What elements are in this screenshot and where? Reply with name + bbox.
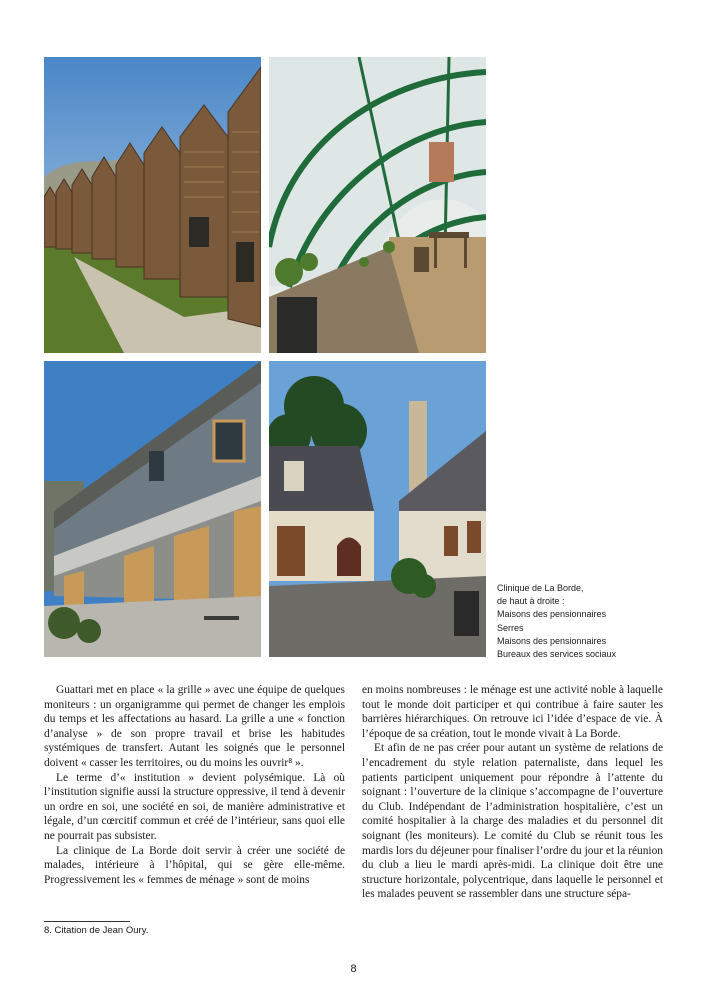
paragraph: La clinique de La Borde doit servir à créer une société de malades, intérieure à l’hôpital, qui se gère elle-même. Progressivement les « femmes de ménage » sont de moins (44, 844, 345, 886)
paragraph: en moins nombreuses : le ménage est une activité noble à laquelle tout le monde doit participer et qui contribue à faire sauter les barrières hiérarchiques. On retrouve ici l’idée d’espace de vie. À l’époque de sa création, tout le monde vivait à La Borde. (362, 684, 663, 740)
caption-line: Maisons des pensionnaires (497, 635, 607, 646)
photo-caption (497, 582, 697, 661)
photo-bureaux-services-sociaux (269, 361, 486, 657)
text-column-right (362, 683, 663, 902)
caption-line: de haut à droite : (497, 596, 565, 607)
caption-line: Bureaux des services sociaux (497, 649, 617, 660)
paragraph: Le terme d’« institution » devient polysémique. Là où l’institution signifie aussi la structure oppressive, il tend à devenir un ordre en soi, une société en soi, de manière administrative et légale, d’un cœrcitif commun et créé de l’intérieur, sans quoi elle ne pourrait pas subsister. (44, 771, 345, 842)
paragraph: Guattari met en place « la grille » avec une équipe de quelques moniteurs : un organigramme qui permet de changer les emplois du temps et les affectations au hasard. La grille a une « fonction d’analyse » de son propre travail et brise les habitudes systémiques de transfert. Autant les soignés que le personnel doivent « casser les territoires, ou du moins les ouvrir⁸ ». (44, 684, 345, 769)
footnote-divider (44, 921, 130, 922)
footnote: 8. Citation de Jean Oury. (44, 925, 149, 936)
caption-line: Clinique de La Borde, (497, 583, 584, 593)
paragraph: Et afin de ne pas créer pour autant un système de relations de l’encadrement du style relation paternaliste, dans lequel les patients participent uniquement pour répondre à l’attente du soignant : l’ouverture de la clinique s’accompagne de l’ouverture du Club. Indépendant de l’administration hospitalière, c’est un comité hospitalier à la charge des maladies et du personnel dit soignant (les moniteurs). Le comité du Club se réunit tous les mardis lors du déjeuner pour finaliser l’ordre du jour et la réunion du club a lieu le mardi après-midi. La clinique doit être une structure horizontale, polycentrique, dans laquelle le personnel et les malades peuvent se rassembler dans une structure sépa- (362, 742, 663, 901)
page-number: 8 (350, 963, 357, 975)
caption-line: Serres (497, 622, 524, 633)
photo-maisons-pensionnaires-2 (44, 361, 261, 657)
caption-line: Maisons des pensionnaires (497, 609, 607, 620)
photo-serres (269, 57, 486, 353)
text-column-left (44, 683, 345, 887)
photo-maisons-pensionnaires-1 (44, 57, 261, 353)
